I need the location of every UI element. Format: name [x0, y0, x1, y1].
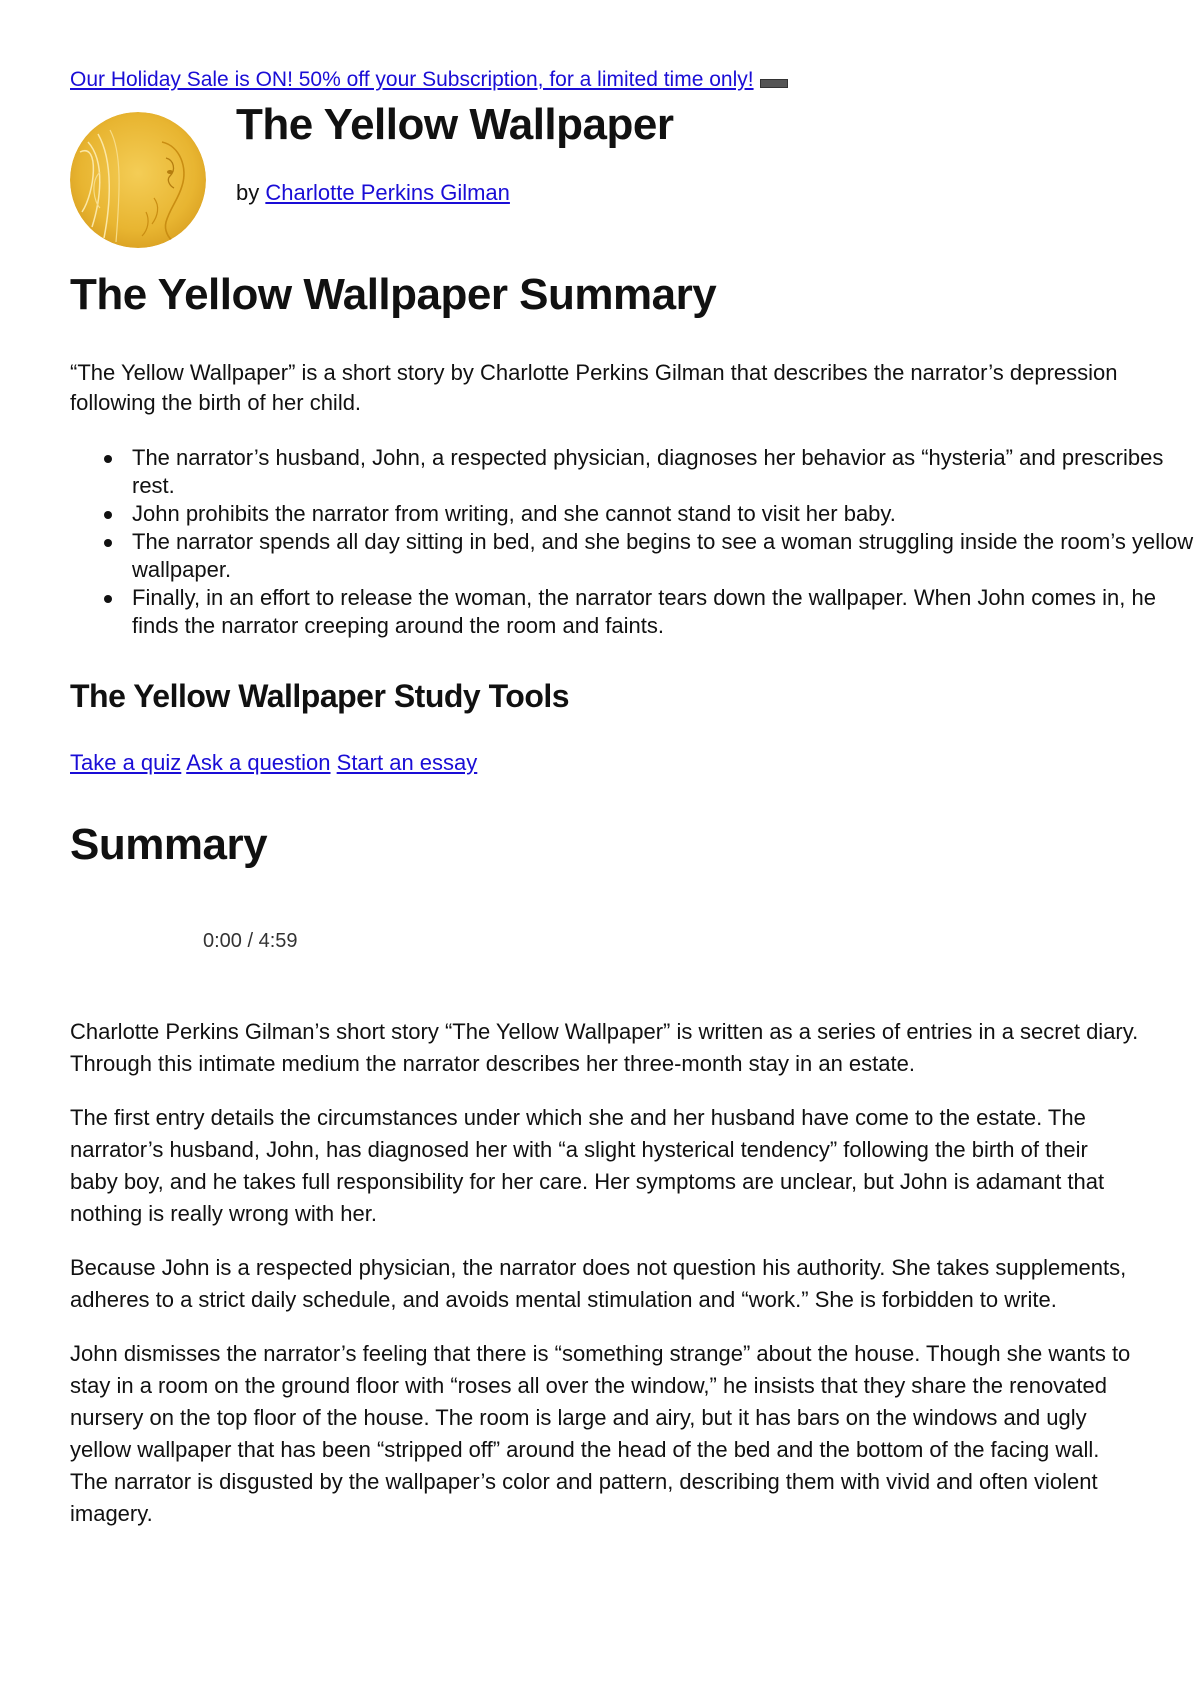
book-cover-portrait-icon — [70, 112, 206, 248]
take-quiz-link[interactable]: Take a quiz — [70, 750, 182, 775]
byline-prefix: by — [236, 180, 266, 205]
summary-paragraph: Charlotte Perkins Gilman’s short story “The Yellow Wallpaper” is written as a series of entries in a secret diary. Through this intimate medium the narrator describes her three-month stay in an estate. — [70, 1019, 1139, 1076]
promo-link[interactable]: Our Holiday Sale is ON! 50% off your Subscription, for a limited time only! — [70, 68, 754, 91]
list-item: Finally, in an effort to release the woman, the narrator tears down the wallpaper. When John comes in, he finds the narrator creeping around the room and faints. — [132, 584, 1200, 640]
start-essay-link[interactable]: Start an essay — [336, 750, 478, 775]
summary-intro: “The Yellow Wallpaper” is a short story by Charlotte Perkins Gilman that describes the narrator’s depression following the birth of her child. — [70, 360, 1118, 415]
list-item: John prohibits the narrator from writing, and she cannot stand to visit her baby. — [132, 500, 1200, 528]
list-item: The narrator spends all day sitting in bed, and she begins to see a woman struggling inside the room’s yellow wallpaper. — [132, 528, 1200, 584]
author-link[interactable]: Charlotte Perkins Gilman — [265, 180, 510, 205]
list-item: The narrator’s husband, John, a respected physician, diagnoses her behavior as “hysteria” and prescribes rest. — [132, 444, 1200, 500]
summary-paragraph: John dismisses the narrator’s feeling that there is “something strange” about the house. Though she wants to stay in a room on the ground floor with “roses all over the window,” he insists that they share the renovated nursery on the top floor of the house. The room is large and airy, but it has bars on the windows and ugly yellow wallpaper that has been “stripped off” around the head of the bed and the bottom of the facing wall. The narrator is disgusted by the wallpaper’s color and pattern, describing them with vivid and often violent imagery. — [70, 1341, 1131, 1526]
byline — [236, 180, 510, 206]
study-tools-heading: The Yellow Wallpaper Study Tools — [70, 678, 570, 714]
book-title: The Yellow Wallpaper — [236, 100, 674, 149]
summary-heading: The Yellow Wallpaper Summary — [70, 270, 717, 319]
section-heading-summary: Summary — [70, 820, 268, 869]
summary-paragraph: Because John is a respected physician, the narrator does not question his authority. She takes supplements, adheres to a strict daily schedule, and avoids mental stimulation and “work.” She is forbidden to write. — [70, 1255, 1127, 1312]
ask-question-link[interactable]: Ask a question — [186, 750, 331, 775]
summary-bullet-list — [70, 444, 1200, 640]
summary-paragraph: The first entry details the circumstances under which she and her husband have come to the estate. The narrator’s husband, John, has diagnosed her with “a slight hysterical tendency” following the birth of their baby boy, and he takes full responsibility for her care. Her symptoms are unclear, but John is adamant that nothing is really wrong with her. — [70, 1105, 1105, 1226]
summary-body — [70, 1016, 1140, 1552]
promo-badge-image[interactable] — [760, 79, 788, 88]
audio-player-time[interactable]: 0:00 / 4:59 — [203, 930, 298, 952]
promo-banner — [70, 68, 788, 92]
study-tools-links — [70, 750, 477, 776]
